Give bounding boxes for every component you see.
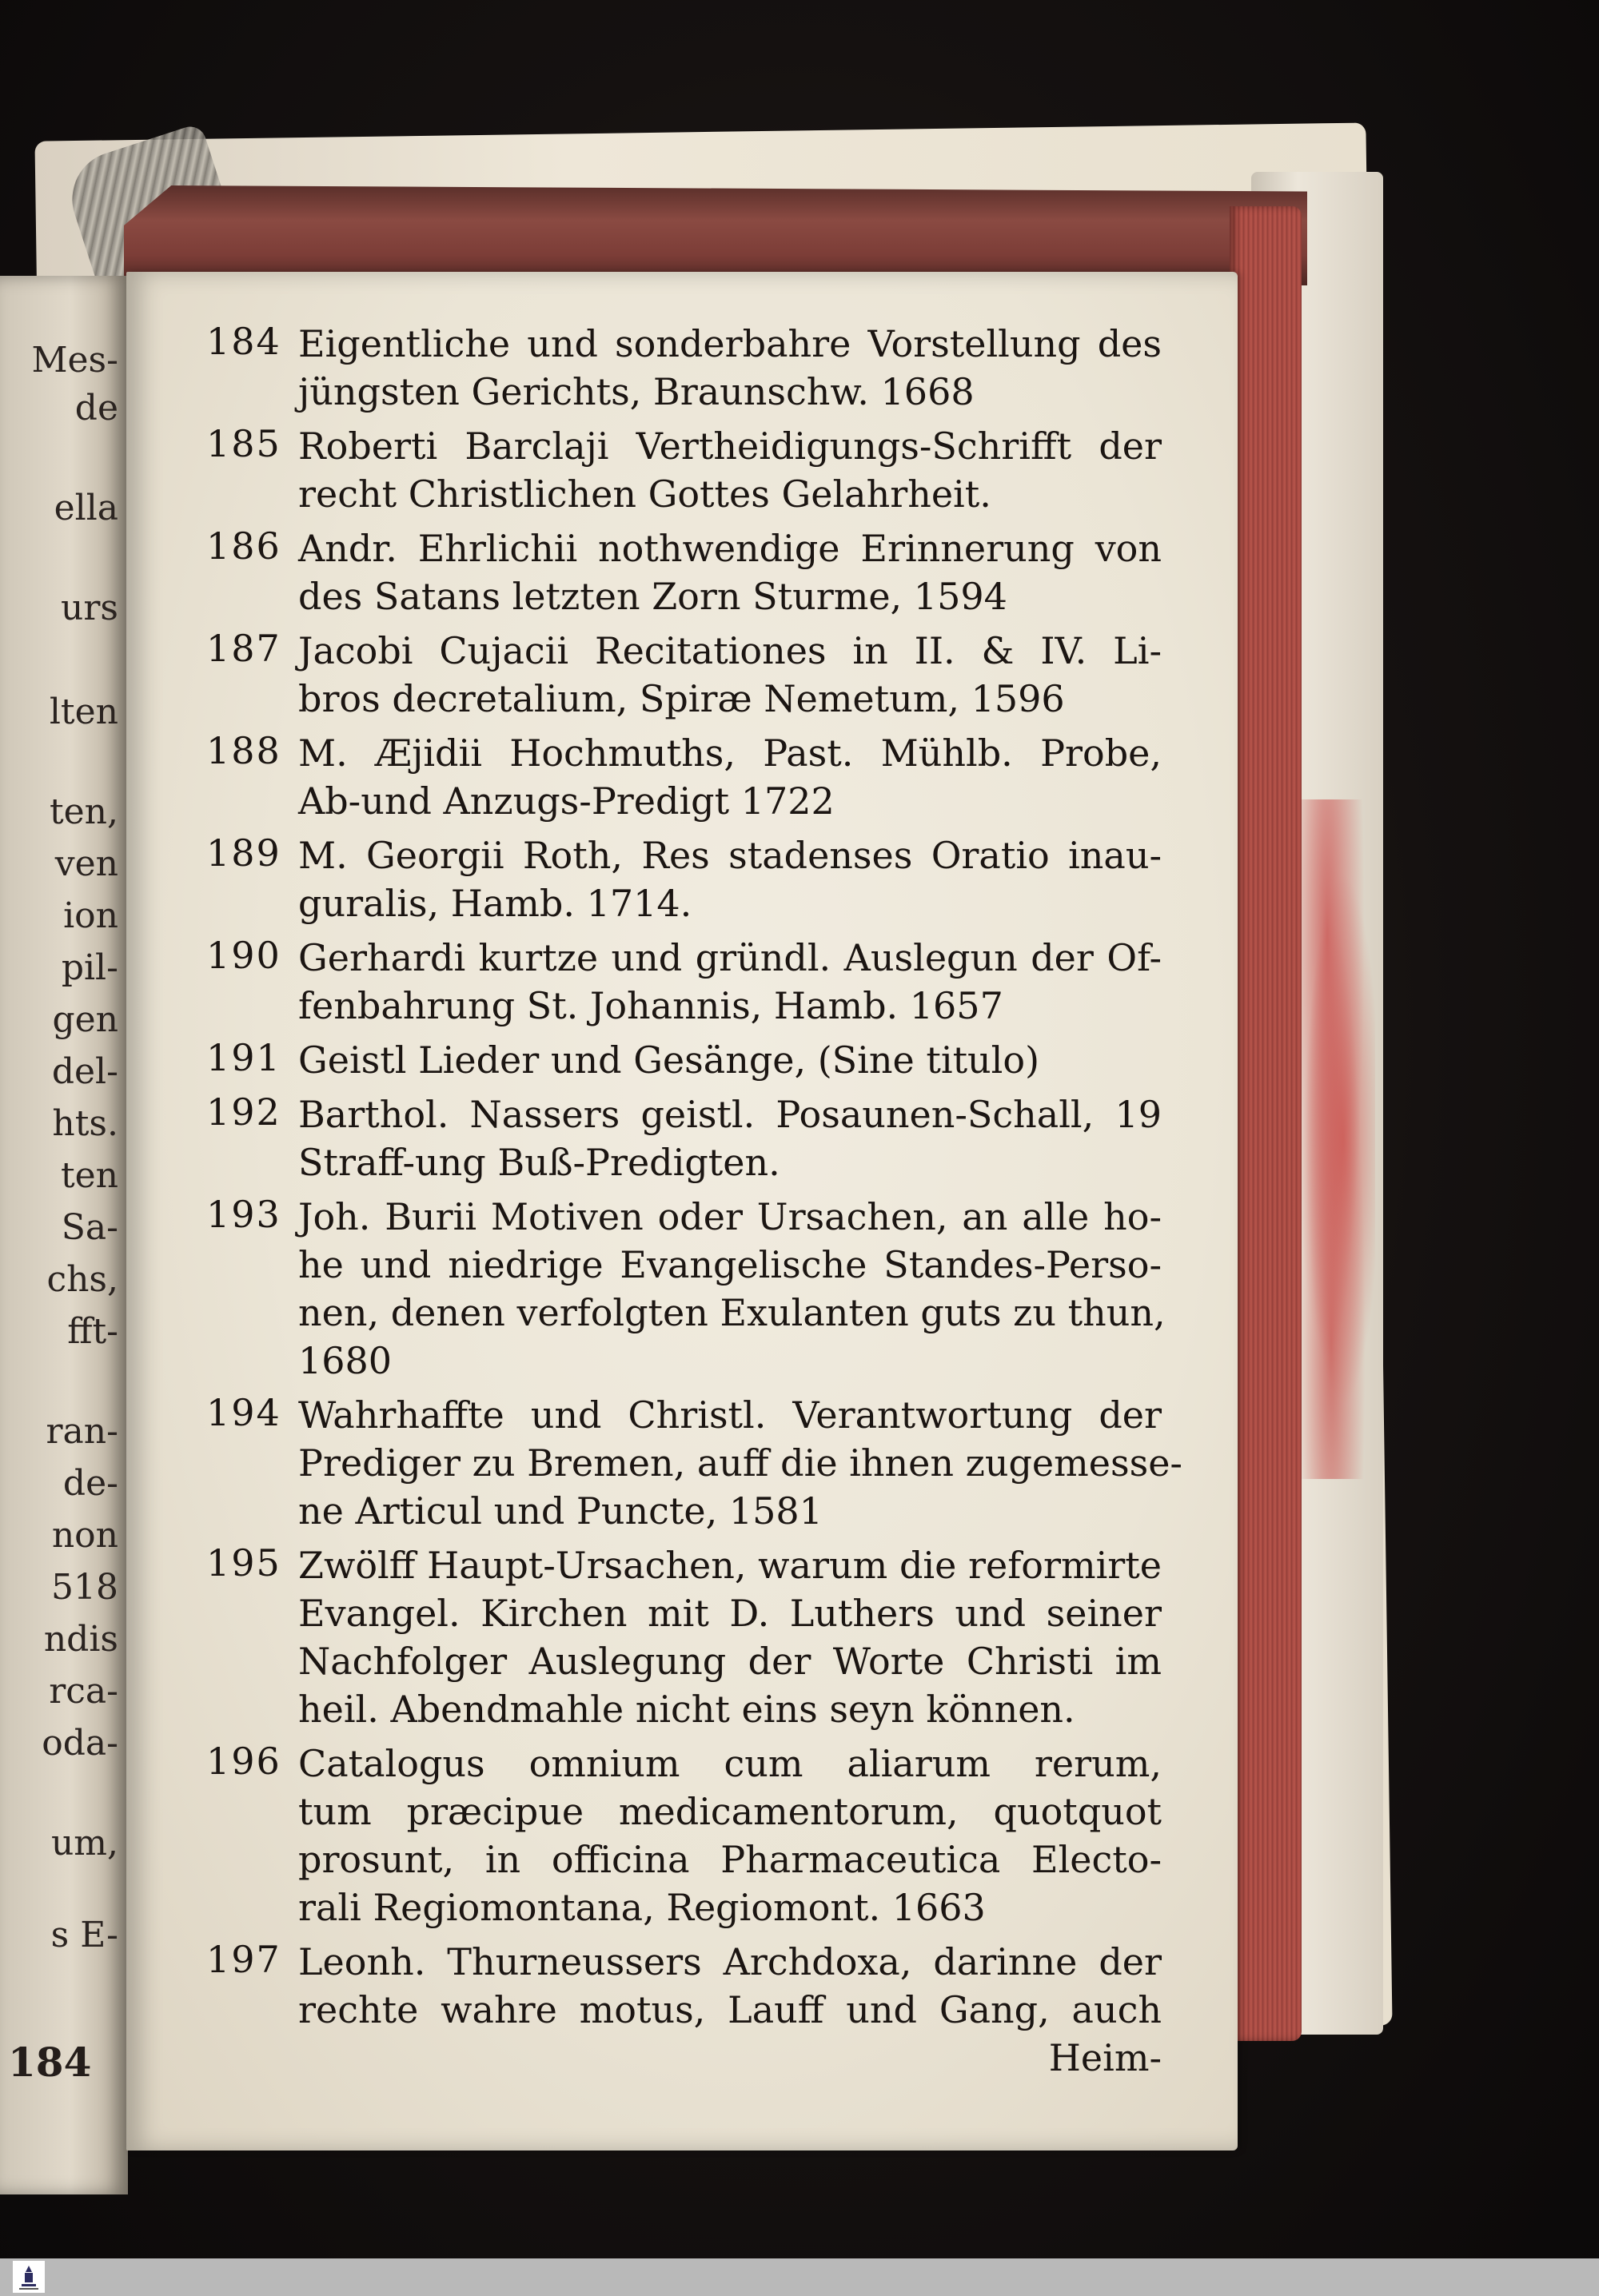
list-item [206, 1193, 1166, 1385]
entry-line: Roberti Barclaji Vertheidigungs-Schrifft der [298, 425, 1162, 468]
entry-line: Leonh. Thurneussers Archdoxa, darinne der [298, 1940, 1162, 1983]
entry-list [206, 320, 1182, 2082]
left-text-fragment: ran- [46, 1411, 118, 1452]
left-text-fragment: ten, [49, 791, 118, 832]
list-item [206, 1740, 1162, 1931]
left-text-fragment: non [51, 1515, 118, 1556]
list-item [206, 1090, 1162, 1186]
entry-line: Catalogus omnium cum aliarum rerum, [298, 1742, 1162, 1785]
entry-line: Jacobi Cujacii Recitationes in II. & IV. Li- [298, 629, 1162, 672]
left-text-fragment: lten [49, 692, 118, 732]
red-stain [1295, 799, 1375, 1479]
entry-line: des Satans letzten Zorn Sturme, 1594 [298, 575, 1007, 618]
entry-line: M. Georgii Roth, Res stadenses Oratio inau- [298, 834, 1162, 877]
left-text-fragment: Sa- [61, 1207, 118, 1248]
left-text-fragment: pil- [61, 947, 118, 988]
left-text-fragment: 518 [51, 1567, 118, 1608]
left-text-fragment: chs, [46, 1259, 118, 1300]
entry-number: 186 [206, 524, 281, 568]
library-logo-icon-svg [13, 2261, 45, 2293]
list-item [206, 320, 1162, 416]
entry-number: 190 [206, 934, 281, 977]
viewer-footer-bar [0, 2258, 1599, 2296]
entry-line: rali Regiomontana, Regiomont. 1663 [298, 1886, 986, 1929]
list-item [206, 1938, 1162, 2034]
left-text-fragment: fft- [67, 1311, 118, 1352]
left-text-fragment: del- [51, 1051, 118, 1092]
entry-line: 1680 [298, 1339, 393, 1382]
left-text-fragment: Mes- [31, 340, 118, 381]
entry-number: 184 [206, 320, 281, 363]
list-item [206, 627, 1162, 723]
entry-line: Joh. Burii Motiven oder Ursachen, an alle ho- [298, 1195, 1162, 1238]
entry-line: Geistl Lieder und Gesänge, (Sine titulo) [298, 1038, 1040, 1082]
left-text-fragment: urs [61, 588, 118, 628]
red-fore-edge [1230, 206, 1302, 2041]
list-item [206, 729, 1162, 825]
entry-line: recht Christlichen Gottes Gelahrheit. [298, 472, 991, 516]
entry-line: tum præcipue medicamentorum, quotquot [298, 1790, 1162, 1833]
entry-line: Ab-und Anzugs-Predigt 1722 [298, 779, 835, 823]
entry-number: 192 [206, 1090, 281, 1134]
entry-number: 196 [206, 1740, 281, 1783]
entry-line: jüngsten Gerichts, Braunschw. 1668 [298, 370, 975, 413]
left-text-fragment: um, [50, 1823, 118, 1864]
list-item [206, 1541, 1162, 1733]
entry-line: Evangel. Kirchen mit D. Luthers und seiner [298, 1592, 1162, 1635]
left-text-fragment: rca- [49, 1671, 118, 1712]
entry-number: 188 [206, 729, 281, 772]
entry-line: ne Articul und Puncte, 1581 [298, 1489, 823, 1533]
left-text-fragment: de [74, 388, 118, 429]
entry-number: 195 [206, 1541, 281, 1584]
library-logo-icon [13, 2261, 45, 2293]
entry-number: 193 [206, 1193, 281, 1236]
left-text-fragment: oda- [42, 1723, 118, 1764]
entry-line: fenbahrung St. Johannis, Hamb. 1657 [298, 984, 1003, 1027]
list-item [206, 1036, 1162, 1084]
entry-line: nen, denen verfolgten Exulanten guts zu thun, [298, 1291, 1166, 1334]
entry-number: 189 [206, 831, 281, 875]
left-text-fragment: ndis [43, 1619, 118, 1660]
entry-line: he und niedrige Evangelische Standes-Perso- [298, 1243, 1162, 1286]
entry-line: Wahrhaffte und Christl. Verantwortung der [298, 1393, 1162, 1437]
list-item [206, 422, 1162, 518]
catchword-row [206, 2034, 1162, 2082]
entry-number: 185 [206, 422, 281, 465]
entry-line: Eigentliche und sonderbahre Vorstellung des [298, 322, 1162, 365]
left-text-fragment: ion [63, 895, 118, 936]
list-item [206, 934, 1162, 1030]
left-text-fragment: ven [54, 843, 118, 884]
entry-number: 197 [206, 1938, 281, 1981]
catchword: Heim- [1048, 2036, 1162, 2079]
entry-line: prosunt, in officina Pharmaceutica Electo- [298, 1838, 1162, 1881]
entry-line: Zwölff Haupt-Ursachen, warum die reformirte [298, 1544, 1162, 1587]
entry-line: Andr. Ehrlichii nothwendige Erinnerung von [298, 527, 1162, 570]
entry-line: Barthol. Nassers geistl. Posaunen-Schall, 19 [298, 1093, 1162, 1136]
page-block-top-edge [124, 185, 1307, 285]
left-text-fragment: s E- [50, 1915, 118, 1955]
entry-number: 187 [206, 627, 281, 670]
left-page-number: 184 [8, 2039, 92, 2086]
left-text-fragment: gen [52, 999, 118, 1040]
entry-number: 194 [206, 1391, 281, 1434]
entry-line: rechte wahre motus, Lauff und Gang, auch [298, 1988, 1162, 2031]
entry-line: Nachfolger Auslegung der Worte Christi im [298, 1640, 1162, 1683]
left-text-fragment: ten [60, 1155, 118, 1196]
entry-number: 191 [206, 1036, 281, 1079]
list-item [206, 1391, 1182, 1535]
list-item [206, 831, 1162, 927]
entry-line: bros decretalium, Spiræ Nemetum, 1596 [298, 677, 1065, 720]
entry-line: Straff-ung Buß-Predigten. [298, 1141, 780, 1184]
entry-line: heil. Abendmahle nicht eins seyn können. [298, 1688, 1075, 1731]
entry-line: Gerhardi kurtze und gründl. Auslegun der Of- [298, 936, 1162, 979]
entry-line: M. Æjidii Hochmuths, Past. Mühlb. Probe, [298, 731, 1162, 775]
entry-line: guralis, Hamb. 1714. [298, 882, 692, 925]
entry-line: Prediger zu Bremen, auff die ihnen zugemesse- [298, 1441, 1182, 1485]
left-page [0, 276, 128, 2194]
left-text-fragment: ella [54, 488, 118, 528]
left-text-fragment: hts. [52, 1103, 118, 1144]
list-item [206, 524, 1162, 620]
left-text-fragment: de- [62, 1463, 118, 1504]
recto-page [126, 272, 1238, 2151]
